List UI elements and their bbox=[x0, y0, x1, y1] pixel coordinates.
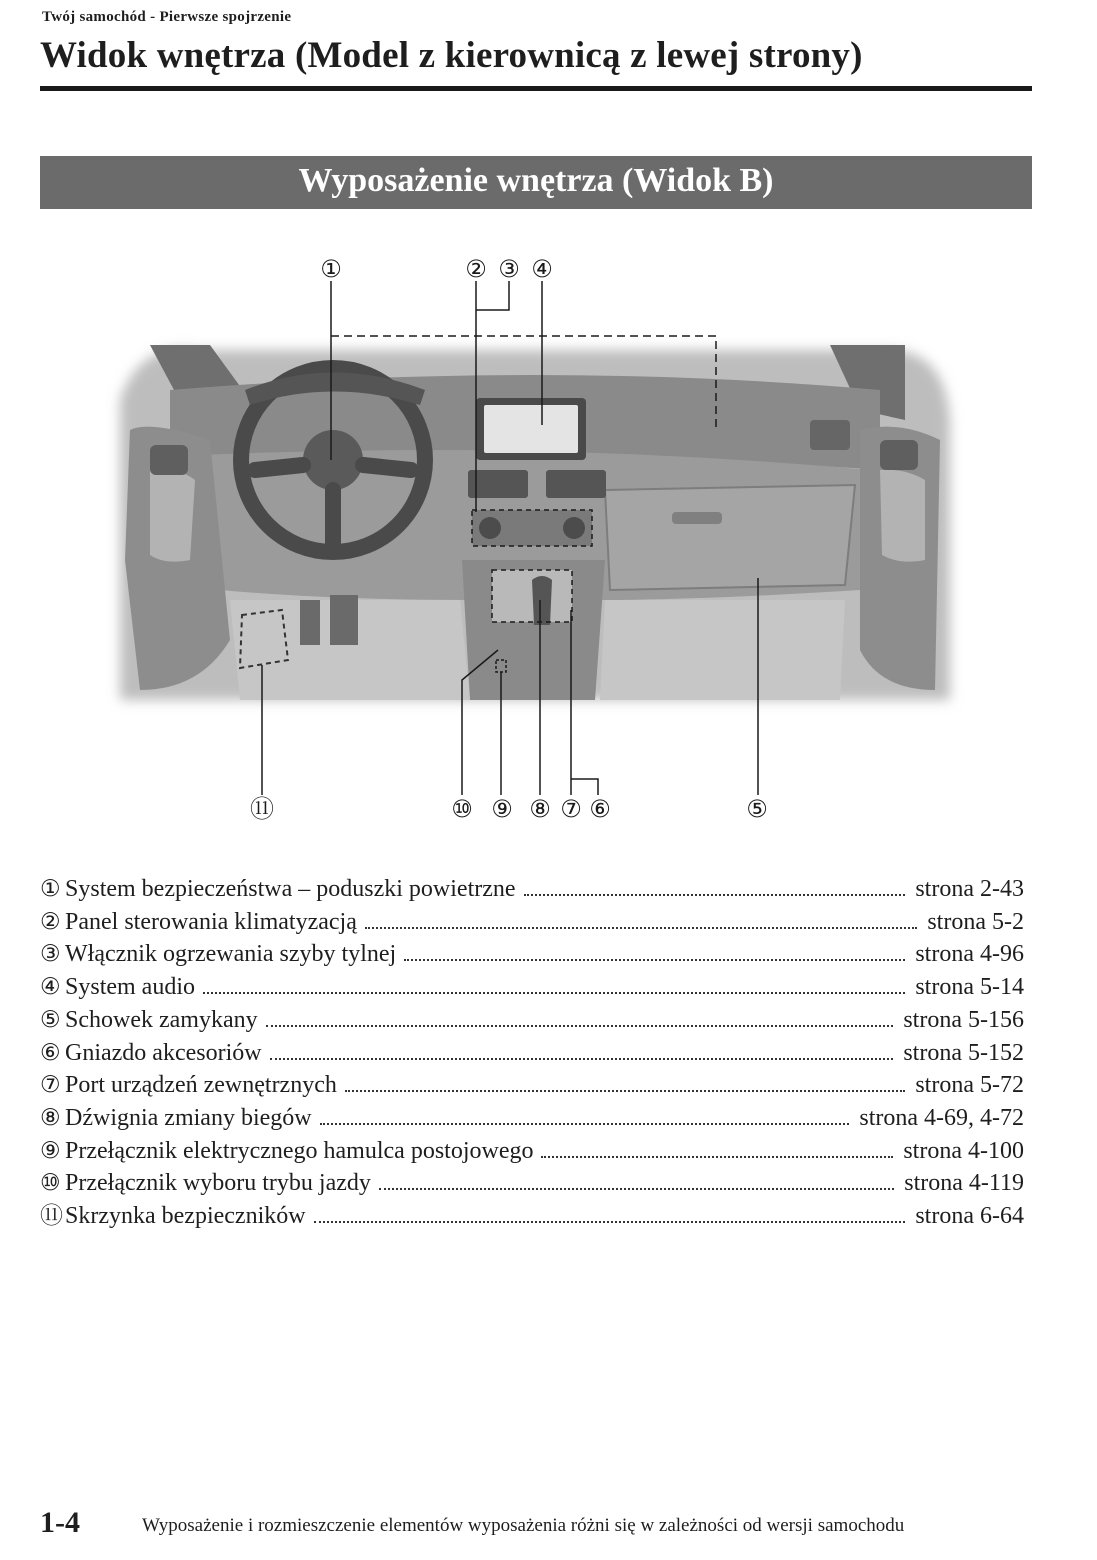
legend-number: ③ bbox=[40, 941, 61, 968]
callout-1: ① bbox=[320, 255, 342, 283]
legend-label: Schowek zamykany bbox=[65, 1006, 258, 1033]
legend-number: ⑤ bbox=[40, 1006, 61, 1033]
legend-label: Gniazdo akcesoriów bbox=[65, 1039, 262, 1066]
callout-6: ⑥ bbox=[589, 795, 611, 823]
page-reference: strona 5-14 bbox=[915, 974, 1024, 1001]
dot-leader bbox=[379, 1188, 894, 1190]
callout-4: ④ bbox=[531, 255, 553, 283]
interior-illustration bbox=[0, 235, 1097, 835]
page-reference: strona 2-43 bbox=[915, 876, 1024, 902]
dot-leader bbox=[345, 1090, 905, 1092]
title-divider bbox=[40, 86, 1032, 91]
page-number: 1-4 bbox=[40, 1506, 80, 1539]
page-reference: strona 5-152 bbox=[903, 1039, 1024, 1066]
page-reference: strona 4-69, 4-72 bbox=[859, 1104, 1024, 1131]
callout-3: ③ bbox=[498, 255, 520, 283]
legend-item bbox=[40, 1135, 1024, 1168]
dot-leader bbox=[404, 959, 905, 961]
dot-leader bbox=[541, 1156, 893, 1158]
callout-5: ⑤ bbox=[746, 795, 768, 823]
legend-item bbox=[40, 1167, 1024, 1200]
legend-number: ② bbox=[40, 908, 61, 935]
legend-number: ⑨ bbox=[40, 1137, 61, 1164]
callout-9: ⑨ bbox=[491, 795, 513, 823]
legend-label: System bezpieczeństwa – poduszki powietrzne bbox=[65, 876, 516, 902]
legend-item bbox=[40, 971, 1024, 1004]
component-legend bbox=[40, 873, 1024, 1233]
legend-number: ⑩ bbox=[40, 1170, 61, 1197]
dot-leader bbox=[203, 992, 905, 994]
legend-item bbox=[40, 906, 1024, 939]
legend-number: ⑧ bbox=[40, 1104, 61, 1131]
callout-7: ⑦ bbox=[560, 795, 582, 823]
page-reference: strona 4-96 bbox=[915, 941, 1024, 968]
legend-item bbox=[40, 1200, 1024, 1233]
callout-2: ② bbox=[465, 255, 487, 283]
legend-number: ⑪ bbox=[40, 1203, 63, 1230]
legend-item bbox=[40, 938, 1024, 971]
dot-leader bbox=[524, 894, 906, 896]
page-reference: strona 5-72 bbox=[915, 1072, 1024, 1099]
legend-number: ⑦ bbox=[40, 1072, 61, 1099]
callout-10: ⑩ bbox=[451, 795, 473, 823]
dot-leader bbox=[365, 927, 917, 929]
page-reference: strona 5-156 bbox=[903, 1006, 1024, 1033]
section-header-bar bbox=[40, 156, 1032, 209]
breadcrumb: Twój samochód - Pierwsze spojrzenie bbox=[42, 9, 292, 25]
legend-number: ⑥ bbox=[40, 1039, 61, 1066]
legend-item bbox=[40, 1037, 1024, 1070]
legend-label: System audio bbox=[65, 974, 195, 1001]
legend-label: Przełącznik wyboru trybu jazdy bbox=[65, 1170, 371, 1197]
page-title: Widok wnętrza (Model z kierownicą z lewej strony) bbox=[40, 35, 863, 76]
section-title: Wyposażenie wnętrza (Widok B) bbox=[298, 161, 774, 199]
page-reference: strona 5-2 bbox=[927, 908, 1024, 935]
dot-leader bbox=[320, 1123, 850, 1125]
footnote: Wyposażenie i rozmieszczenie elementów wyposażenia różni się w zależności od wersji samochodu bbox=[142, 1515, 905, 1536]
legend-number: ④ bbox=[40, 974, 61, 1001]
legend-label: Port urządzeń zewnętrznych bbox=[65, 1072, 337, 1099]
callout-11: ⑪ bbox=[250, 795, 274, 823]
legend-label: Dźwignia zmiany biegów bbox=[65, 1104, 312, 1131]
legend-label: Skrzynka bezpieczników bbox=[65, 1203, 306, 1230]
legend-item bbox=[40, 1069, 1024, 1102]
legend-item bbox=[40, 1102, 1024, 1135]
dot-leader bbox=[314, 1221, 906, 1223]
page-reference: strona 6-64 bbox=[915, 1203, 1024, 1230]
legend-label: Włącznik ogrzewania szyby tylnej bbox=[65, 941, 397, 968]
callout-8: ⑧ bbox=[529, 795, 551, 823]
legend-label: Panel sterowania klimatyzacją bbox=[65, 908, 357, 935]
legend-label: Przełącznik elektrycznego hamulca postojowego bbox=[65, 1137, 534, 1164]
legend-item bbox=[40, 873, 1024, 906]
dot-leader bbox=[270, 1058, 894, 1060]
page-reference: strona 4-119 bbox=[904, 1170, 1024, 1197]
dot-leader bbox=[266, 1025, 894, 1027]
legend-number: ① bbox=[40, 876, 61, 902]
legend-item bbox=[40, 1004, 1024, 1037]
dashboard-drawing bbox=[120, 345, 950, 700]
page-reference: strona 4-100 bbox=[903, 1137, 1024, 1164]
